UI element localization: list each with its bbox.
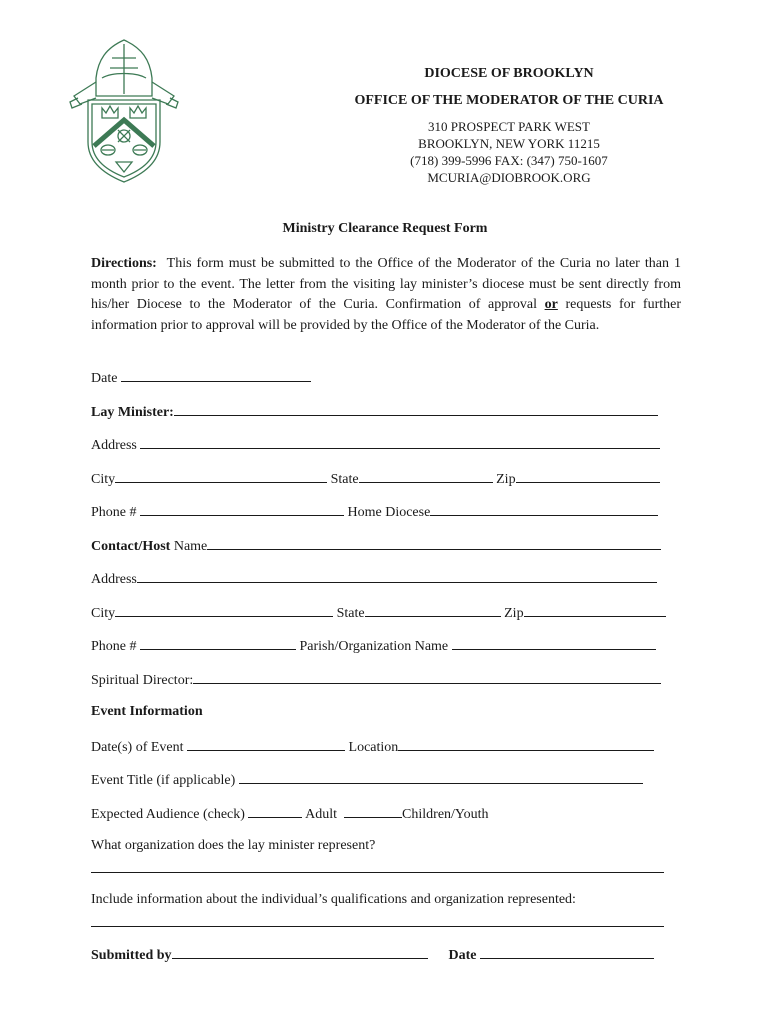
address-line: MCURIA@DIOBROOK.ORG <box>427 170 591 185</box>
diocese-name: DIOCESE OF BROOKLYN <box>424 66 594 81</box>
address-row <box>91 434 660 454</box>
submitted-by-label: Submitted by <box>91 948 172 963</box>
city-label: City <box>91 472 116 487</box>
lay-minister-label: Lay Minister: <box>91 405 174 420</box>
address-field[interactable] <box>140 434 660 449</box>
date-field[interactable] <box>121 367 311 382</box>
event-dates-location-row <box>91 736 654 756</box>
event-dates-label: Date(s) of Event <box>91 740 184 755</box>
lay-minister-field[interactable] <box>174 401 658 416</box>
adult-label: Adult <box>305 807 338 822</box>
qualifications-label: Include information about the individual’s qualifications and organization represented: <box>91 892 576 907</box>
adult-check-field[interactable] <box>248 803 302 818</box>
contact-city-label: City <box>91 606 116 621</box>
directions-paragraph <box>91 254 681 336</box>
contact-phone-field[interactable] <box>140 635 296 650</box>
form-title: Ministry Clearance Request Form <box>282 221 488 236</box>
home-diocese-label: Home Diocese <box>347 505 431 520</box>
contact-address-label: Address <box>91 572 137 587</box>
contact-host-name-label: Name <box>173 539 208 554</box>
expected-audience-label: Expected Audience (check) <box>91 807 245 822</box>
directions-text-end: requests for further information prior to approval will be provided by the Office of the Moderator of the Curia. <box>91 297 681 333</box>
address-line: 310 PROSPECT PARK WEST <box>428 119 590 134</box>
children-youth-label: Children/Youth <box>402 807 489 822</box>
spiritual-director-row <box>91 669 661 689</box>
event-title-field[interactable] <box>239 769 643 784</box>
org-answer-field[interactable] <box>91 872 664 873</box>
date-row <box>91 367 311 387</box>
office-name: OFFICE OF THE MODERATOR OF THE CURIA <box>354 93 664 108</box>
lay-minister-row <box>91 401 658 421</box>
date-label: Date <box>91 371 118 386</box>
org-question-label: What organization does the lay minister represent? <box>91 838 376 853</box>
contact-state-label: State <box>336 606 365 621</box>
contact-city-state-zip-row <box>91 602 666 622</box>
city-field[interactable] <box>115 468 327 483</box>
directions-label: Directions: <box>91 256 157 271</box>
contact-zip-label: Zip <box>504 606 524 621</box>
city-state-zip-row <box>91 468 660 488</box>
zip-field[interactable] <box>516 468 660 483</box>
directions-or: or <box>544 297 558 313</box>
contact-phone-parish-row <box>91 635 656 655</box>
final-date-field[interactable] <box>480 944 654 959</box>
event-info-heading: Event Information <box>91 704 203 719</box>
contact-state-field[interactable] <box>365 602 501 617</box>
state-label: State <box>330 472 359 487</box>
submitted-by-row <box>91 944 654 964</box>
phone-diocese-row <box>91 501 658 521</box>
address-line: (718) 399-5996 FAX: (347) 750-1607 <box>410 153 608 168</box>
spiritual-director-field[interactable] <box>193 669 661 684</box>
contact-zip-field[interactable] <box>524 602 666 617</box>
contact-host-row <box>91 535 661 555</box>
contact-host-name-field[interactable] <box>207 535 661 550</box>
event-dates-field[interactable] <box>187 736 345 751</box>
children-youth-check-field[interactable] <box>344 803 402 818</box>
directions-text: This form must be submitted to the Office of the Moderator of the Curia no later than 1 month prior to the event. The letter from the visiting lay minister’s diocese must be sent directly from his/her Diocese to the Moderator of the Curia. Confirmation of approval <box>91 256 681 313</box>
event-title-row <box>91 769 643 789</box>
spiritual-director-label: Spiritual Director: <box>91 673 194 688</box>
diocese-seal-logo <box>66 38 182 184</box>
phone-field[interactable] <box>140 501 344 516</box>
address-line: BROOKLYN, NEW YORK 11215 <box>418 136 600 151</box>
submitted-by-field[interactable] <box>172 944 428 959</box>
contact-city-field[interactable] <box>115 602 333 617</box>
contact-host-label: Contact/Host <box>91 539 171 554</box>
state-field[interactable] <box>359 468 493 483</box>
location-label: Location <box>348 740 399 755</box>
parish-org-field[interactable] <box>452 635 656 650</box>
zip-label: Zip <box>496 472 516 487</box>
final-date-label: Date <box>448 948 477 963</box>
address-label: Address <box>91 438 137 453</box>
qualifications-answer-field[interactable] <box>91 926 664 927</box>
home-diocese-field[interactable] <box>430 501 658 516</box>
phone-label: Phone # <box>91 505 137 520</box>
contact-address-row <box>91 568 657 588</box>
expected-audience-row <box>91 803 489 823</box>
office-address <box>330 118 688 186</box>
event-title-label: Event Title (if applicable) <box>91 773 236 788</box>
contact-phone-label: Phone # <box>91 639 137 654</box>
contact-address-field[interactable] <box>137 568 657 583</box>
location-field[interactable] <box>398 736 654 751</box>
parish-org-label: Parish/Organization Name <box>299 639 449 654</box>
